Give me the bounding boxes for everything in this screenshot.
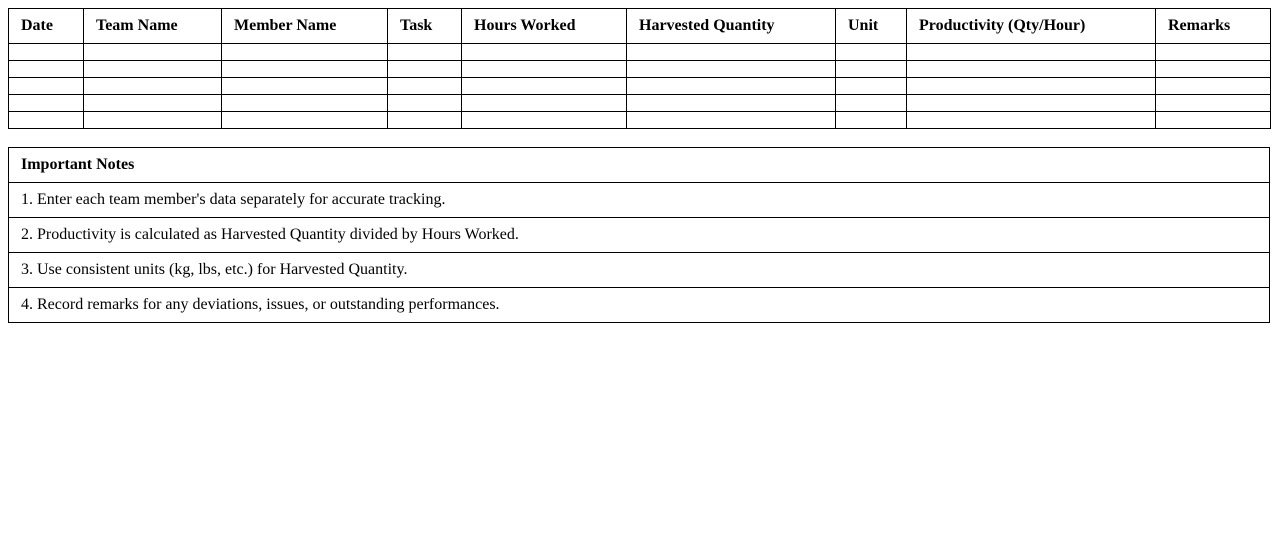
cell-remarks[interactable] [1156, 95, 1271, 112]
cell-hours-worked[interactable] [462, 44, 627, 61]
column-header-task: Task [388, 9, 462, 44]
note-row [9, 253, 1270, 288]
cell-remarks[interactable] [1156, 78, 1271, 95]
cell-task[interactable] [388, 61, 462, 78]
cell-task[interactable] [388, 112, 462, 129]
cell-date[interactable] [9, 95, 84, 112]
note-item-4: 4. Record remarks for any deviations, issues, or outstanding performances. [9, 288, 1270, 323]
cell-task[interactable] [388, 44, 462, 61]
cell-unit[interactable] [836, 61, 907, 78]
note-item-1: 1. Enter each team member's data separately for accurate tracking. [9, 183, 1270, 218]
cell-productivity[interactable] [907, 61, 1156, 78]
cell-productivity[interactable] [907, 112, 1156, 129]
document [8, 8, 1270, 323]
note-item-2: 2. Productivity is calculated as Harvested Quantity divided by Hours Worked. [9, 218, 1270, 253]
cell-productivity[interactable] [907, 78, 1156, 95]
table-header-row [9, 9, 1271, 44]
column-header-hours-worked: Hours Worked [462, 9, 627, 44]
note-row [9, 288, 1270, 323]
cell-harvested-quantity[interactable] [627, 78, 836, 95]
cell-hours-worked[interactable] [462, 61, 627, 78]
column-header-date: Date [9, 9, 84, 44]
cell-date[interactable] [9, 78, 84, 95]
cell-team-name[interactable] [84, 112, 222, 129]
cell-member-name[interactable] [222, 44, 388, 61]
table-row [9, 112, 1271, 129]
cell-unit[interactable] [836, 78, 907, 95]
cell-hours-worked[interactable] [462, 78, 627, 95]
note-row [9, 183, 1270, 218]
cell-remarks[interactable] [1156, 61, 1271, 78]
cell-member-name[interactable] [222, 112, 388, 129]
cell-harvested-quantity[interactable] [627, 95, 836, 112]
column-header-member-name: Member Name [222, 9, 388, 44]
notes-title: Important Notes [9, 148, 1270, 183]
cell-productivity[interactable] [907, 95, 1156, 112]
cell-date[interactable] [9, 112, 84, 129]
cell-hours-worked[interactable] [462, 112, 627, 129]
cell-date[interactable] [9, 61, 84, 78]
cell-member-name[interactable] [222, 61, 388, 78]
cell-task[interactable] [388, 95, 462, 112]
note-item-3: 3. Use consistent units (kg, lbs, etc.) for Harvested Quantity. [9, 253, 1270, 288]
productivity-log-table [8, 8, 1271, 129]
cell-unit[interactable] [836, 95, 907, 112]
column-header-team-name: Team Name [84, 9, 222, 44]
cell-team-name[interactable] [84, 44, 222, 61]
cell-team-name[interactable] [84, 61, 222, 78]
table-row [9, 95, 1271, 112]
cell-date[interactable] [9, 44, 84, 61]
cell-unit[interactable] [836, 44, 907, 61]
table-body [9, 44, 1271, 129]
cell-remarks[interactable] [1156, 44, 1271, 61]
cell-member-name[interactable] [222, 95, 388, 112]
cell-productivity[interactable] [907, 44, 1156, 61]
note-row [9, 218, 1270, 253]
column-header-harvested-quantity: Harvested Quantity [627, 9, 836, 44]
column-header-productivity: Productivity (Qty/Hour) [907, 9, 1156, 44]
table-row [9, 44, 1271, 61]
important-notes-table [8, 147, 1270, 323]
cell-task[interactable] [388, 78, 462, 95]
cell-member-name[interactable] [222, 78, 388, 95]
cell-team-name[interactable] [84, 95, 222, 112]
cell-remarks[interactable] [1156, 112, 1271, 129]
cell-unit[interactable] [836, 112, 907, 129]
column-header-unit: Unit [836, 9, 907, 44]
cell-harvested-quantity[interactable] [627, 112, 836, 129]
cell-harvested-quantity[interactable] [627, 44, 836, 61]
notes-header-row [9, 148, 1270, 183]
cell-harvested-quantity[interactable] [627, 61, 836, 78]
cell-team-name[interactable] [84, 78, 222, 95]
table-row [9, 78, 1271, 95]
column-header-remarks: Remarks [1156, 9, 1271, 44]
table-row [9, 61, 1271, 78]
cell-hours-worked[interactable] [462, 95, 627, 112]
